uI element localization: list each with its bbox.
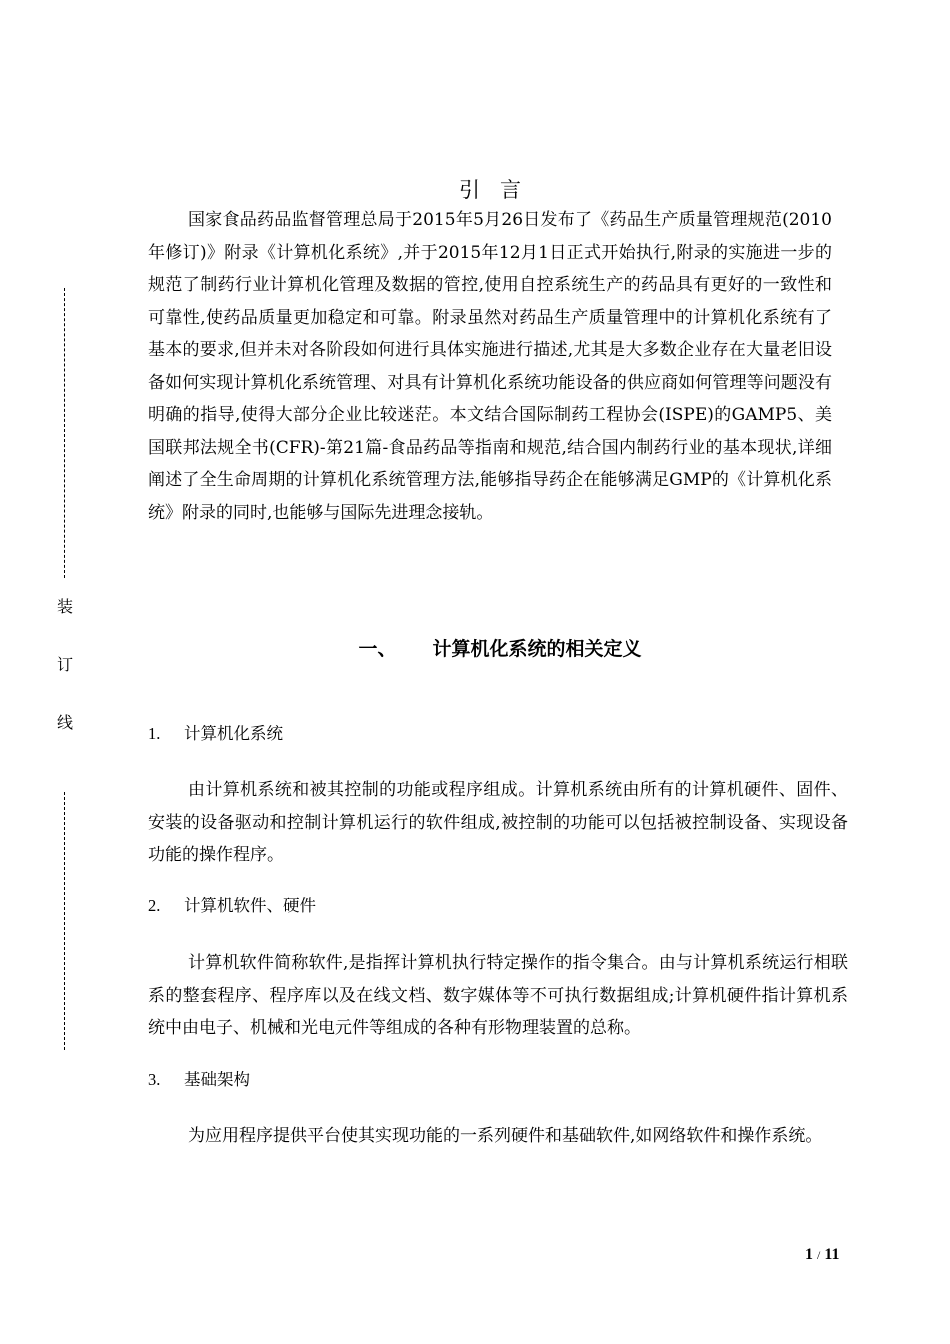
subheading-2 <box>148 892 316 916</box>
intro-paragraph: 国家食品药品监督管理总局于2015年5月26日发布了《药品生产质量管理规范(2010年修订)》附录《计算机化系统》,并于2015年12月1日正式开始执行,附录的实施进一步的规范了制药行业计算机化管理及数据的管控,使用自控系统生产的药品具有更好的一致性和可靠性,使药品质量更加稳定和可靠。附录虽然对药品生产质量管理中的计算机化系统有了基本的要求,但并未对各阶段如何进行具体实施进行描述,尤其是大多数企业存在大量老旧设备如何实现计算机化系统管理、对具有计算机化系统功能设备的供应商如何管理等问题没有明确的指导,使得大部分企业比较迷茫。本文结合国际制药工程协会(ISPE)的GAMP5、美国联邦法规全书(CFR)-第21篇-食品药品等指南和规范,结合国内制药行业的基本现状,详细阐述了全生命周期的计算机化系统管理方法,能够指导药企在能够满足GMP的《计算机化系统》附录的同时,也能够与国际先进理念接轨。 <box>148 210 832 523</box>
page-current: 1 <box>805 1246 813 1263</box>
section-number: 一、 <box>358 638 397 660</box>
page-number <box>805 1246 839 1264</box>
section-title: 计算机化系统的相关定义 <box>432 638 642 660</box>
subheading-1 <box>148 720 283 744</box>
binding-line-bottom <box>64 792 65 1050</box>
binding-line-top <box>64 288 65 578</box>
definition-paragraph-3: 为应用程序提供平台使其实现功能的一系列硬件和基础软件,如网络软件和操作系统。 <box>188 1126 823 1146</box>
binding-char-ding: 订 <box>56 655 73 674</box>
page-separator: / <box>817 1248 821 1262</box>
intro-title: 引言 <box>459 178 541 202</box>
page-total: 11 <box>824 1246 840 1263</box>
subheading-label: 计算机化系统 <box>184 724 283 743</box>
subheading-number: 2. <box>148 896 161 915</box>
binding-char-xian: 线 <box>56 713 73 732</box>
subheading-3 <box>148 1066 250 1090</box>
binding-char-zhuang: 装 <box>56 597 73 616</box>
subheading-label: 计算机软件、硬件 <box>184 896 316 915</box>
subheading-number: 1. <box>148 724 161 743</box>
definition-paragraph-2: 计算机软件简称软件,是指挥计算机执行特定操作的指令集合。由与计算机系统运行相联系的整套程序、程序库以及在线文档、数字媒体等不可执行数据组成;计算机硬件指计算机系统中由电子、机械和光电元件等组成的各种有形物理装置的总称。 <box>148 953 848 1038</box>
section-heading <box>0 634 950 661</box>
subheading-number: 3. <box>148 1070 161 1089</box>
subheading-label: 基础架构 <box>184 1070 250 1089</box>
definition-paragraph-1: 由计算机系统和被其控制的功能或程序组成。计算机系统由所有的计算机硬件、固件、安装的设备驱动和控制计算机运行的软件组成,被控制的功能可以包括被控制设备、实现设备功能的操作程序。 <box>148 780 848 865</box>
